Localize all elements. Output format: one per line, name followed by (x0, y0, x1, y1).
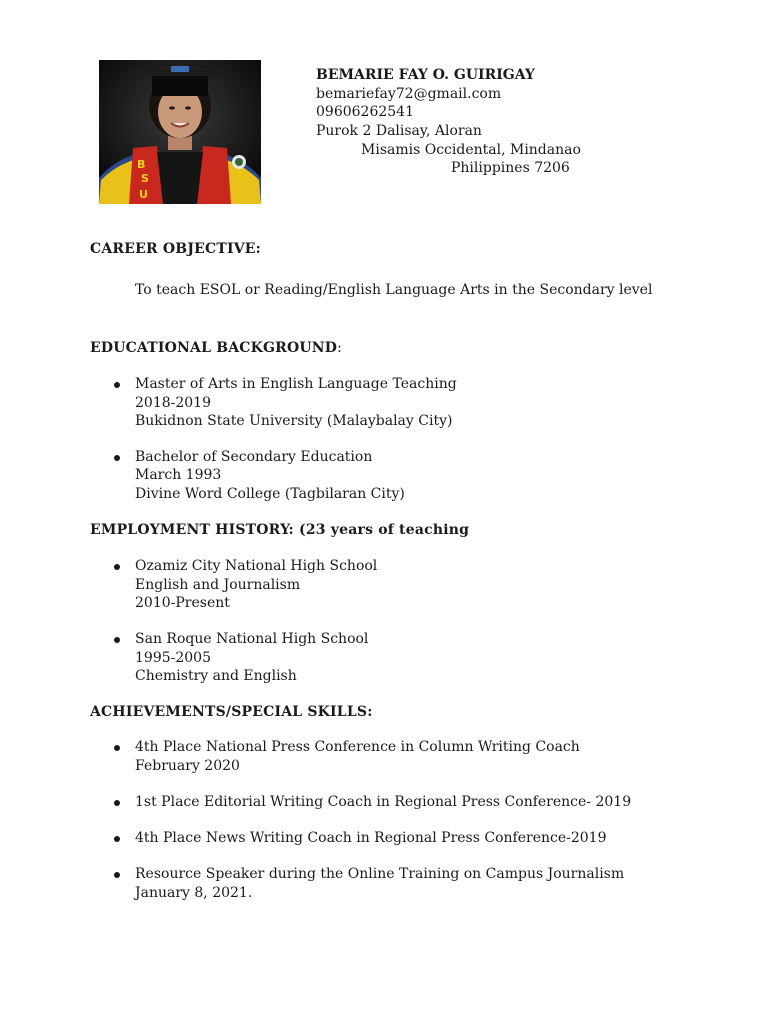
bullet-icon (114, 564, 120, 570)
employment-item-1-subject: English and Journalism (135, 577, 301, 593)
address-line-3: Philippines 7206 (451, 160, 570, 176)
employment-item-1-years: 2010-Present (135, 595, 230, 611)
education-heading (90, 339, 342, 358)
graduation-portrait-image (99, 60, 261, 204)
sash-letter-b: B (137, 158, 146, 171)
bullet-icon (114, 836, 120, 842)
sash-letter-s: S (141, 172, 149, 185)
achievement-2-text: 1st Place Editorial Writing Coach in Regional Press Conference- 2019 (135, 794, 632, 810)
phone-text: 09606262541 (316, 104, 414, 120)
bullet-icon (114, 455, 120, 461)
achievements-heading: ACHIEVEMENTS/SPECIAL SKILLS: (90, 704, 373, 720)
education-item-2-school: Divine Word College (Tagbilaran City) (135, 486, 405, 502)
achievement-3-text: 4th Place News Writing Coach in Regional Press Conference-2019 (135, 830, 607, 846)
employment-heading: EMPLOYMENT HISTORY: (23 years of teaching (90, 522, 470, 538)
education-item-2-year: March 1993 (135, 467, 222, 483)
education-item-2-degree: Bachelor of Secondary Education (135, 449, 373, 465)
education-heading-colon: : (337, 340, 343, 356)
career-objective-heading: CAREER OBJECTIVE: (90, 241, 262, 257)
bullet-icon (114, 872, 120, 878)
applicant-name: BEMARIE FAY O. GUIRIGAY (316, 67, 535, 83)
profile-photo (99, 60, 261, 204)
email-text: bemariefay72@gmail.com (316, 86, 502, 102)
address-line-1: Purok 2 Dalisay, Aloran (316, 123, 482, 139)
achievement-1-date: February 2020 (135, 758, 240, 774)
achievement-4-text: Resource Speaker during the Online Training on Campus Journalism (135, 866, 625, 882)
career-objective-text: To teach ESOL or Reading/English Language Arts in the Secondary level (135, 282, 653, 298)
education-heading-text: EDUCATIONAL BACKGROUND (90, 340, 338, 356)
employment-item-2-subject: Chemistry and English (135, 668, 297, 684)
employment-item-1-school: Ozamiz City National High School (135, 558, 378, 574)
bullet-icon (114, 637, 120, 643)
employment-item-2-years: 1995-2005 (135, 650, 211, 666)
employment-item-2-school: San Roque National High School (135, 631, 369, 647)
sash-letter-u: U (139, 188, 148, 201)
education-item-1-degree: Master of Arts in English Language Teaching (135, 376, 457, 392)
achievement-1-text: 4th Place National Press Conference in Column Writing Coach (135, 739, 580, 755)
bullet-icon (114, 382, 120, 388)
education-item-1-year: 2018-2019 (135, 395, 211, 411)
education-item-1-school: Bukidnon State University (Malaybalay City) (135, 413, 453, 429)
address-line-2: Misamis Occidental, Mindanao (361, 142, 581, 158)
achievement-4-date: January 8, 2021. (135, 885, 253, 901)
bullet-icon (114, 800, 120, 806)
bullet-icon (114, 745, 120, 751)
